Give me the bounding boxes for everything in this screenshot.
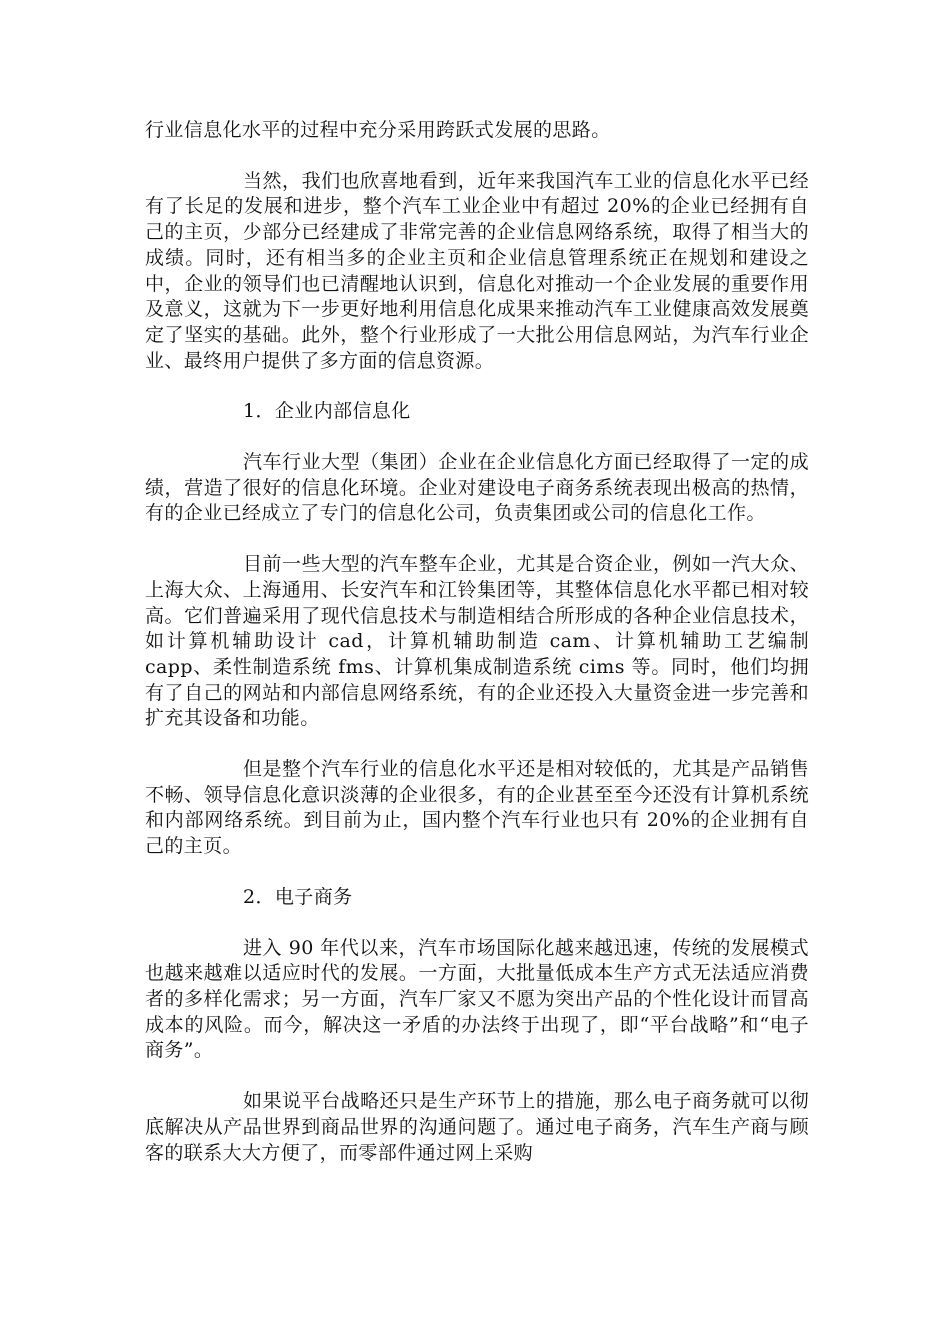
section-heading-e-commerce: 2．电子商务 [243,885,353,908]
section-heading-internal-informatization: 1．企业内部信息化 [243,400,411,423]
paragraph-market-globalization: 进入 90 年代以来，汽车市场国际化越来越迅速，传统的发展模式也越来越难以适应时代的发展。一方面，大批量低成本生产方式无法适应消费者的多样化需求；另一方面，汽车厂家又不愿为突出产品的个性化设计而冒高成本的风险。而今，解决这一矛盾的办法终于出现了，即“平台战略”和“电子商务”。 [145,936,809,1062]
paragraph-platform-strategy: 如果说平台战略还只是生产环节上的措施，那么电子商务就可以彻底解决从产品世界到商品世界的沟通问题了。通过电子商务，汽车生产商与顾客的联系大大方便了，而零部件通过网上采购 [145,1090,809,1164]
document-body [145,118,809,1191]
paragraph-industry-level: 但是整个汽车行业的信息化水平还是相对较低的，尤其是产品销售不畅、领导信息化意识淡薄的企业很多，有的企业甚至至今还没有计算机系统和内部网络系统。到目前为止，国内整个汽车行业也只有 20%的企业拥有自己的主页。 [145,758,809,858]
paragraph-progress: 当然，我们也欣喜地看到，近年来我国汽车工业的信息化水平已经有了长足的发展和进步，整个汽车工业企业中有超过 20%的企业已经拥有自己的主页，少部分已经建成了非常完善的企业信息网络系统，取得了相当大的成绩。同时，还有相当多的企业主页和企业信息管理系统正在规划和建设之中，企业的领导们也已清醒地认识到，信息化对推动一个企业发展的重要作用及意义，这就为下一步更好地利用信息化成果来推动汽车工业健康高效发展奠定了坚实的基础。此外，整个行业形成了一大批公用信息网站，为汽车行业企业、最终用户提供了多方面的信息资源。 [145,169,809,372]
paragraph-continuation: 行业信息化水平的过程中充分采用跨跃式发展的思路。 [145,119,611,141]
paragraph-large-automakers: 目前一些大型的汽车整车企业，尤其是合资企业，例如一汽大众、上海大众、上海通用、长安汽车和江铃集团等，其整体信息化水平都已相对较高。它们普遍采用了现代信息技术与制造相结合所形成的各种企业信息技术，如计算机辅助设计 cad，计算机辅助制造 cam、计算机辅助工艺编制 capp、柔性制造系统 fms、计算机集成制造系统 cims 等。同时，他们均拥有了自己的网站和内部信息网络系统，有的企业还投入大量资金进一步完善和扩充其设备和功能。 [145,553,809,730]
paragraph-group-enterprises: 汽车行业大型（集团）企业在企业信息化方面已经取得了一定的成绩，营造了很好的信息化环境。企业对建设电子商务系统表现出极高的热情，有的企业已经成立了专门的信息化公司，负责集团或公司的信息化工作。 [145,451,809,525]
